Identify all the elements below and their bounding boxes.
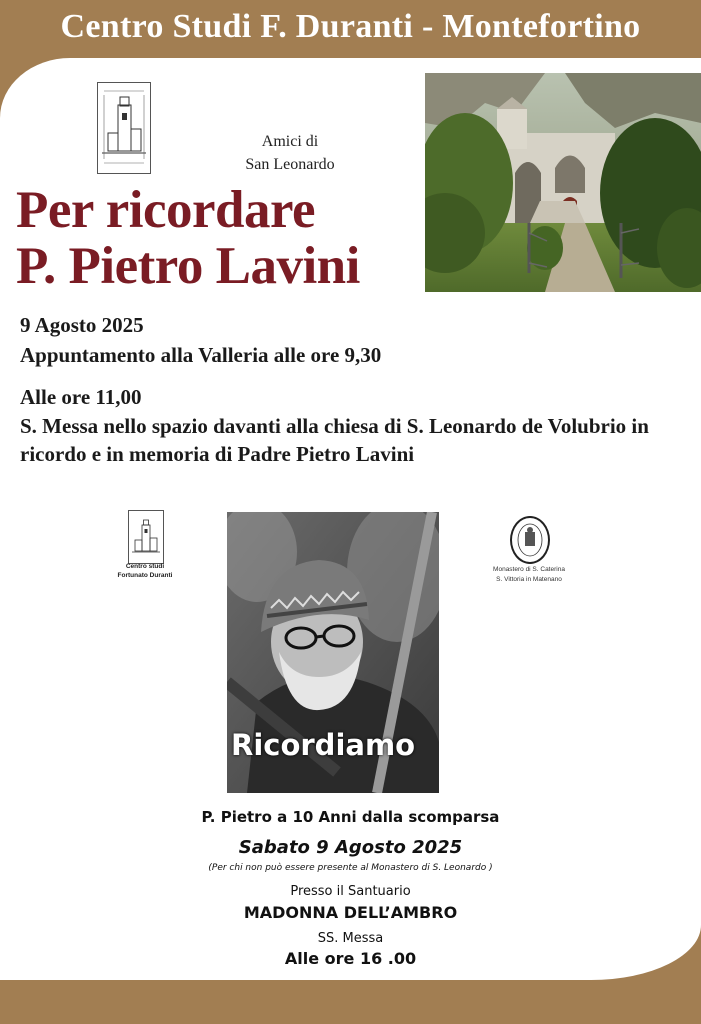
centro-studi-small-logo [128,510,164,564]
centro-studi-caption-line1: Centro studi [125,563,165,570]
church-photo [425,73,701,292]
centro-studi-caption [105,562,185,580]
title-line2: P. Pietro Lavini [16,237,360,295]
amici-label [210,130,370,176]
centro-studi-caption-line2: Fortunato Duranti [117,572,173,579]
church-photo-icon [425,73,701,292]
mass-description: S. Messa nello spazio davanti alla chiesa di S. Leonardo de Volubrio in ricordo e in memoria di Padre Pietro Lavini [20,414,649,466]
title-line1: Per ricordare [16,181,316,239]
centro-studi-logo [97,82,151,174]
amici-line1: Amici di [261,133,319,150]
tower-drawing-icon [98,83,150,173]
header-band [0,0,701,62]
monastery-seal-icon [510,516,550,564]
anniversary-text: P. Pietro a 10 Anni dalla scomparsa [201,808,500,826]
header-title: Centro Studi F. Duranti - Montefortino [60,8,641,45]
mass-time: Alle ore 11,00 [20,385,142,409]
monastery-caption [482,565,576,585]
presso-text: Presso il Santuario [290,884,411,899]
bottom-date: Sabato 9 Agosto 2025 [238,837,463,858]
tower-small-icon [129,511,163,563]
appointment-text: Appuntamento alla Valleria alle ore 9,30 [20,343,382,367]
sanctuary-name: MADONNA DELL’AMBRO [243,903,458,922]
portrait-photo [227,512,439,793]
monastery-seal-drawing [512,518,548,562]
event-date: 9 Agosto 2025 [20,313,144,337]
amici-line2: San Leonardo [245,156,335,173]
monastery-caption-line1: Monastero di S. Caterina [493,566,565,573]
monastery-caption-line2: S. Vittoria in Matenano [496,576,562,583]
ricordiamo-overlay: Ricordiamo [231,728,416,762]
ss-messa-text: SS. Messa [317,931,384,946]
bottom-note: (Per chi non può essere presente al Monastero di S. Leonardo ) [208,863,493,873]
main-title [16,182,360,294]
footer-band [0,980,701,1024]
bottom-time: Alle ore 16 .00 [284,949,417,968]
